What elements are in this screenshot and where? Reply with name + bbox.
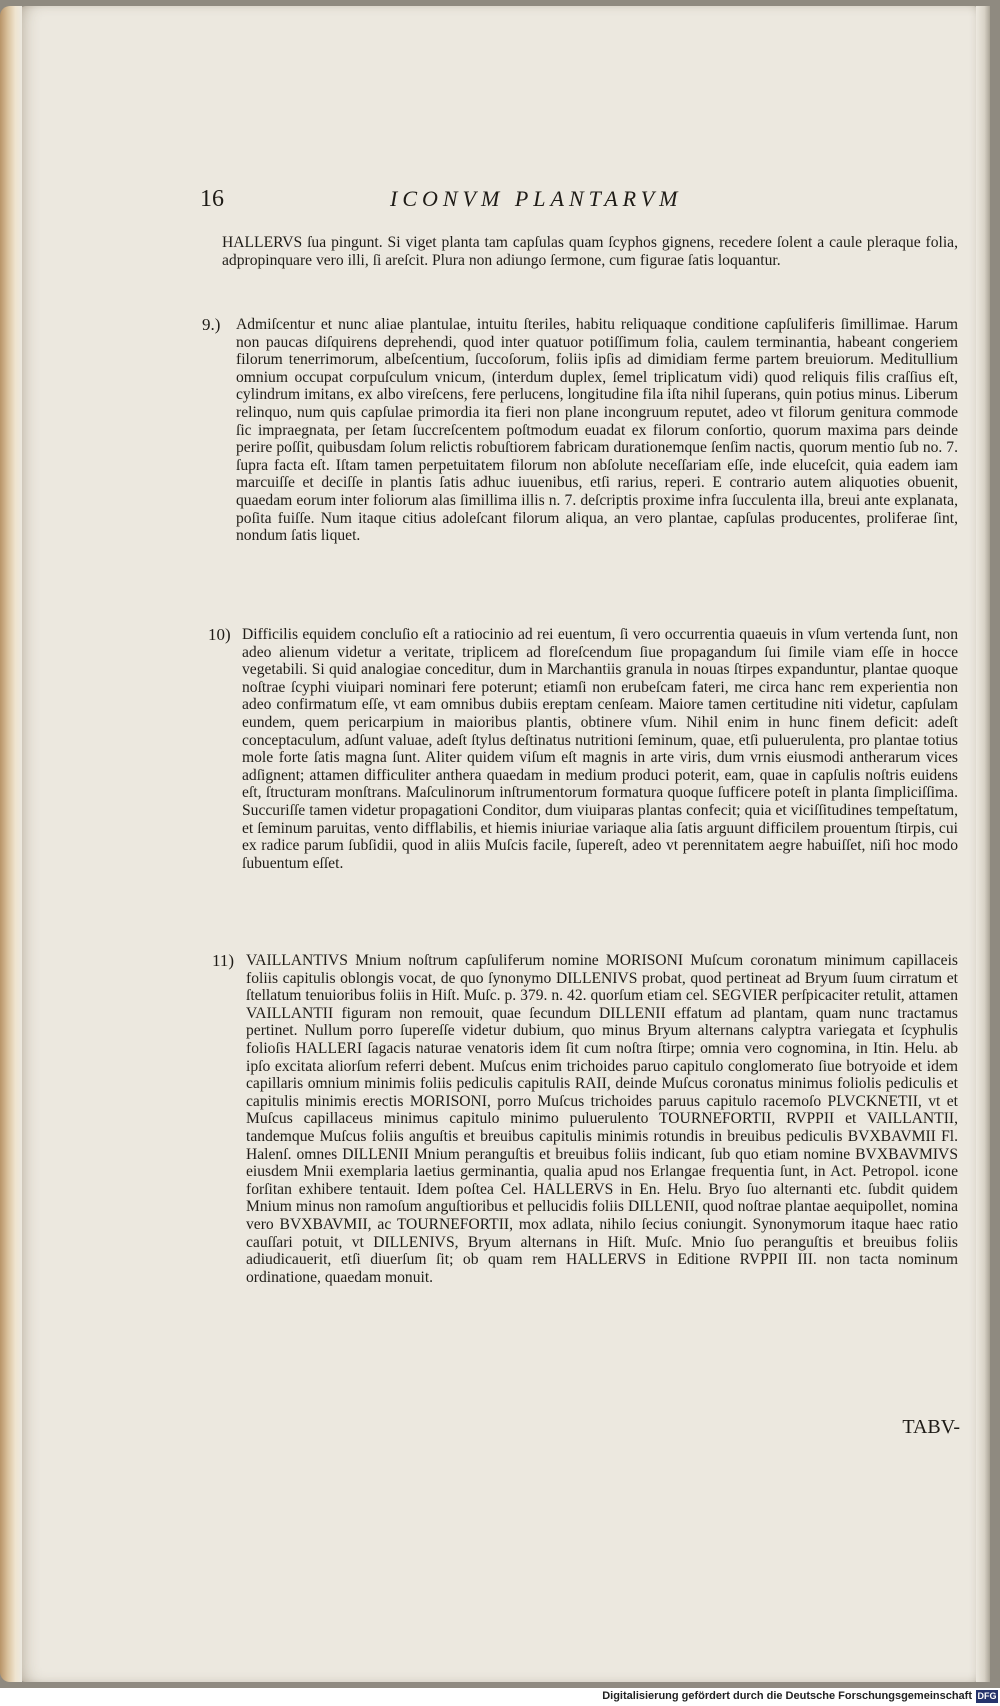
paragraph-11: [212, 951, 958, 1286]
paragraph-text: Difficilis equidem concluſio eſt a ratiocinio ad rei euentum, ſi vero occurrentia quaeuis in vſum vertenda ſunt, non adeo alienum videtur a veritate, triplicem ad floreſcendum ſiue propagandum ſui ſimile viam eſſe in hocce vegetabili. Si quid analogiae conceditur, dum in Marchantiis granula in nouas ſtirpes expanduntur, plantae quoque noſtrae ſcyphi viuipari nominari fere poterunt; etiamſi non erubeſcam fateri, me circa hanc rem experientia non adeo confirmatum eſſe, vt eam omnibus dubiis ereptam cenſeam. Maiore tamen certitudine niti videtur, capſulam eundem, quem pericarpium in maioribus plantis, obtinere vſum. Nihil enim in hunc finem deficit: adeſt conceptaculum, adſunt valuae, adeſt ſtylus deſtinatus nutritioni ſeminum, quae, etſi puluerulenta, pro plantae totius mole forte ſatis magna ſunt. Aliter quidem viſum eſt magnis in arte viris, dum vrnis eiusmodi antherarum vices adſignent; attamen difficuliter anthera quaedam in medium produci poterit, eam, quae in capſulis noſtris euidens eſt, ſtructuram monſtrans. Maſculinorum inſtrumentorum formatura quoque ſufficere poteſt in planta ſimpliciſſima. Succuriſſe tamen videtur propagationi Conditor, dum viuiparas plantas confecit; quia et viciſſitudines tempeſtatum, et ſeminum paruitas, vento difflabilis, et hiemis iniuriae variaque alia ſatis arguunt difficilem prouentum ſtirpis, cui ex radice parum ſubſidii, quod in aliis Muſcis facile, ſupereſt, adeo vt perennitatem aegre habuiſſet, niſi hoc modo ſubuentum eſſet.: [242, 626, 958, 872]
catchword: TABV-: [902, 1416, 960, 1438]
page-header: [200, 186, 960, 226]
paragraph-text: VAILLANTIVS Mnium noſtrum capſuliferum nomine MORISONI Muſcum coronatum minimum capillaceis foliis capitulis oblongis vocat, de quo ſynonymo DILLENIVS probat, quod pertineat ad Bryum ſuum cirratum et ſtellatum tenuioribus foliis in Hiſt. Muſc. p. 379. n. 42. quorſum etiam cel. SEGVIER perſpicaciter retulit, attamen VAILLANTII figuram non remouit, quae ſecundum DILLENII effatum ad plantam, quam nunc tractamus pertinet. Nullum porro ſupereſſe videtur dubium, quo minus Bryum alternans calyptra variegata et ſcyphulis folioſis HALLERI ſagacis naturae venatoris idem ſit cum noſtra ſtirpe; omnia vero cognomina, in Itin. Helu. ab ipſo excitata aliorſum referri debent. Muſcus enim trichoides paruo capitulo conglomerato ſiue botryoide et idem capillaris omnium minimis foliis pediculis capitulis RAII, deinde Muſcus coronatus minimus foliolis pediculis et capitulis minimis erectis MORISONI, porro Muſcus trichoides paruus capitulo racemoſo PLVCKNETII, vt et Muſcus capillaceus minimus capitulo minimo puluerulento TOURNEFORTII, RVPPII et VAILLANTII, tandemque Muſcus foliis anguſtis et breuibus capitulis minimis rotundis in breuibus pediculis BVXBAVMII Fl. Halenſ. omnes DILLENII Mnium peranguſtis et breuibus foliis indicant, ſub quo etiam nomine BVXBAVMIVS eiusdem Mnii exemplaria laetius germinantia, qualia apud nos Erlangae frequentia ſunt, in Act. Petropol. icone forſitan exhibere tentauit. Idem poſtea Cel. HALLERVS in En. Helu. Bryo ſuo alternanti etc. ſubdit quidem Mnium minus non ramoſum anguſtioribus et pellucidis foliis DILLENII, quod noſtrae plantae aequipollet, nomina vero BVXBAVMII, ac TOURNEFORTII, mox adlata, nihilo ſecius coniungit. Synonymorum itaque haec ratio cauſſari potuit, vt DILLENIVS, Bryum alternans in Hiſt. Muſc. Mnio ſuo peranguſtis et breuibus foliis adiudicauerit, etſi diuerſum ſit; ob quam rem HALLERVS in Editione RVPPII III. non tacta nominum ordinatione, quaedam monuit.: [246, 952, 958, 1286]
funding-credit: Digitalisierung gefördert durch die Deutsche Forschungsgemeinschaft: [602, 1690, 972, 1702]
page-number: 16: [200, 186, 224, 212]
paragraph-number: 11): [212, 951, 235, 970]
paragraph-10: [208, 625, 958, 872]
page-edge-left: [0, 6, 22, 1682]
page-edge-right: [976, 6, 990, 1682]
digitization-footer: [0, 1688, 1000, 1706]
paragraph-9: [202, 315, 958, 545]
running-title: ICONVM PLANTARVM: [390, 186, 683, 211]
paragraph-number: 9.): [202, 315, 221, 334]
paragraph-text: HALLERVS ſua pingunt. Si viget planta tam capſulas quam ſcyphos gignens, recedere ſolent a caule pleraque folia, adpropinquare vero illi, ſi areſcit. Plura non adiungo ſermone, cum figurae ſatis loquantur.: [222, 234, 958, 269]
paragraph-number: 10): [208, 625, 231, 644]
paragraph-text: Admiſcentur et nunc aliae plantulae, intuitu ſteriles, habitu reliquaque conditione capſuliferis ſimillimae. Harum non paucas diſquirens deprehendi, quod inter quatuor potiſſimum folia, caulem terminantia, habeant congeriem filorum tenerrimorum, albeſcentium, ſuccoſorum, foliis ipſis ad dimidiam ferme partem breuiorum. Meditullium omnium occupat corpuſculum vnicum, (interdum duplex, ſemel triplicatum vidi) quod reliquis filis craſſius eſt, cylindrum imitans, ex albo vireſcens, fere perlucens, longitudine fila iſta nihil ſuperans, quin potius minus. Liberum relinquo, num quis capſulae primordia ita fieri non plane incongruum reputet, adeo vt filorum genitura commode ſic impraegnata, per ſetam ſuccreſcentem poſtmodum euadat ex filorum conſortio, quorum maxima pars deinde perire poſſit, quibusdam ſolum relictis robuſtiorem fabricam durationemque ſenſim nactis, quorum mentio ſub no. 7. ſupra facta eſt. Iſtam tamen perpetuitatem filorum non abſolute neceſſariam eſſe, inde eluceſcit, quia eadem iam marcuiſſe et deciſſe in plantis ſatis adhuc iuuenibus, etſi rarius, reperi. E contrario autem aliquoties obuenit, quaedam eorum inter foliorum alas ſimillima illis n. 7. deſcriptis proxime infra ſucculenta illa, breui ante explanata, poſita fuiſſe. Num itaque citius adoleſcant filorum aliqua, an vero plantae, capſulas producentes, proliferae ſint, nondum ſatis liquet.: [236, 316, 958, 545]
paragraph-continuation: [222, 234, 958, 269]
dfg-logo-icon: DFG: [977, 1691, 997, 1701]
